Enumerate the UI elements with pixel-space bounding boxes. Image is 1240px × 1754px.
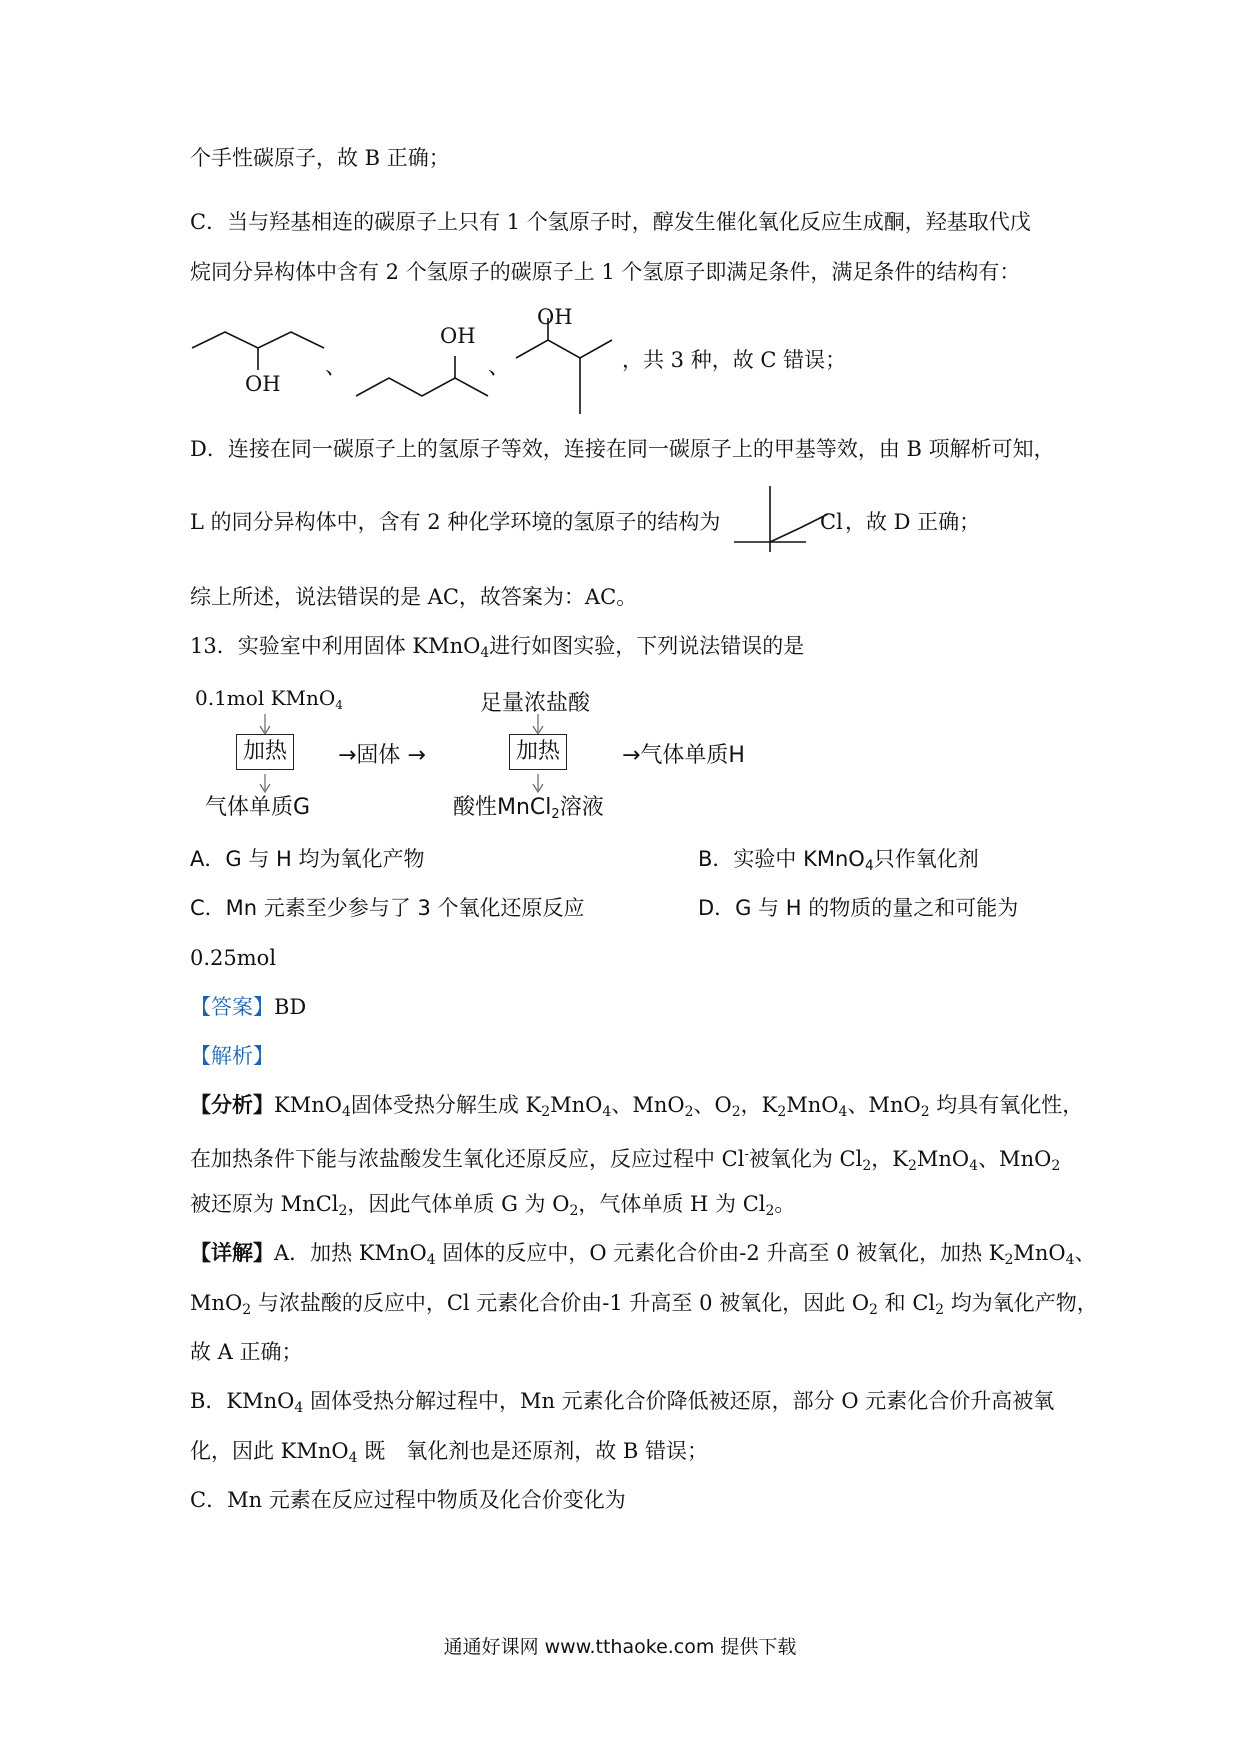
heat-box-1: 加热 (236, 734, 294, 770)
text-c-line2: 烷同分异构体中含有 2 个氢原子的碳原子上 1 个氢原子即满足条件，满足条件的结构有： (190, 260, 1021, 284)
detail-a-line-3: 故 A 正确； (190, 1340, 303, 1364)
oh-label-1: OH (245, 372, 281, 396)
diagram-acid-label: 足量浓盐酸 (480, 691, 591, 716)
text-d-line1: D．连接在同一碳原子上的氢原子等效，连接在同一碳原子上的甲基等效，由 B 项解析可知， (190, 437, 1055, 461)
analysis-line-1: 【分析】KMnO$_4$固体受热分解生成 $K_2MnO_4$、MnO$_2$、$O_2$，$K_2MnO_4$、MnO$_2$ 均具有氧化性， (190, 1092, 1084, 1120)
option-b: B．实验中 KMnO$_4$只作氧化剂 (698, 847, 979, 874)
diagram-gas-g-label: 气体单质G (205, 795, 311, 820)
diagram-solid-label: →固体 → (338, 743, 426, 768)
oh-label-2: OH (440, 324, 476, 348)
analysis-line-3: 被还原为 MnCl$_2$，因此气体单质 G 为 $O_2$，气体单质 H 为 $Cl_2$。 (190, 1192, 796, 1219)
diagram-start-label: 0.1mol KMnO$_4$ (195, 686, 343, 712)
detail-b-line-2: 化，因此 KMnO$_4$ 既 氧化剂也是还原剂，故 B 错误； (190, 1439, 708, 1466)
heat-box-2: 加热 (509, 734, 567, 770)
option-d-continued: 0.25mol (190, 946, 277, 970)
detail-a-line-2: MnO$_2$ 与浓盐酸的反应中，Cl 元素化合价由-1 升高至 0 被氧化，因此 $O_2$ 和 $Cl_2$ 均为氧化产物， (190, 1291, 1098, 1318)
text-c-tail: ，共 3 种，故 C 错误； (622, 348, 847, 372)
text-d-line2: L 的同分异构体中，含有 2 种化学环境的氢原子的结构为 (190, 510, 721, 534)
diagram-solution-label: 酸性MnCl$_2$溶液 (453, 795, 604, 822)
answer-line: 【答案】BD (190, 995, 307, 1019)
option-d: D．G 与 H 的物质的量之和可能为 (698, 896, 1019, 920)
detail-a-line-1: 【详解】A．加热 KMnO$_4$ 固体的反应中，O 元素化合价由-2 升高至 0 被氧化，加热 $K_2MnO_4$、 (190, 1240, 1096, 1268)
analysis-heading: 【解析】 (190, 1044, 274, 1068)
page-footer: 通通好课网 www.tthaoke.com 提供下载 (443, 1636, 797, 1658)
option-c: C．Mn 元素至少参与了 3 个氧化还原反应 (190, 896, 585, 920)
text-b-tail: 个手性碳原子，故 B 正确； (190, 146, 450, 170)
text-c-line1: C．当与羟基相连的碳原子上只有 1 个氢原子时，醇发生催化氧化反应生成酮，羟基取代戊 (190, 210, 1031, 234)
separator-2: 、 (488, 355, 511, 380)
structure-3-pentanol (188, 320, 338, 410)
detail-c-line-1: C．Mn 元素在反应过程中物质及化合价变化为 (190, 1488, 626, 1512)
separator-1: 、 (325, 355, 348, 380)
detail-b-line-1: B．KMnO$_4$ 固体受热分解过程中，Mn 元素化合价降低被还原，部分 O 元素化合价升高被氧 (190, 1389, 1055, 1416)
oh-label-3: OH (537, 305, 573, 329)
text-summary: 综上所述，说法错误的是 AC，故答案为：AC。 (190, 585, 638, 609)
text-d-tail: ，故 D 正确； (845, 510, 981, 534)
analysis-line-2: 在加热条件下能与浓盐酸发生氧化还原反应，反应过程中 Cl-被氧化为 $Cl_2$，$K_2MnO_4$、MnO$_2$ (190, 1147, 1061, 1174)
option-a: A．G 与 H 均为氧化产物 (190, 847, 425, 871)
question-13-stem: 13．实验室中利用固体 KMnO$_4$进行如图实验，下列说法错误的是 (190, 634, 805, 661)
diagram-gas-h-label: →气体单质H (622, 743, 745, 768)
cl-label: Cl (820, 510, 843, 534)
